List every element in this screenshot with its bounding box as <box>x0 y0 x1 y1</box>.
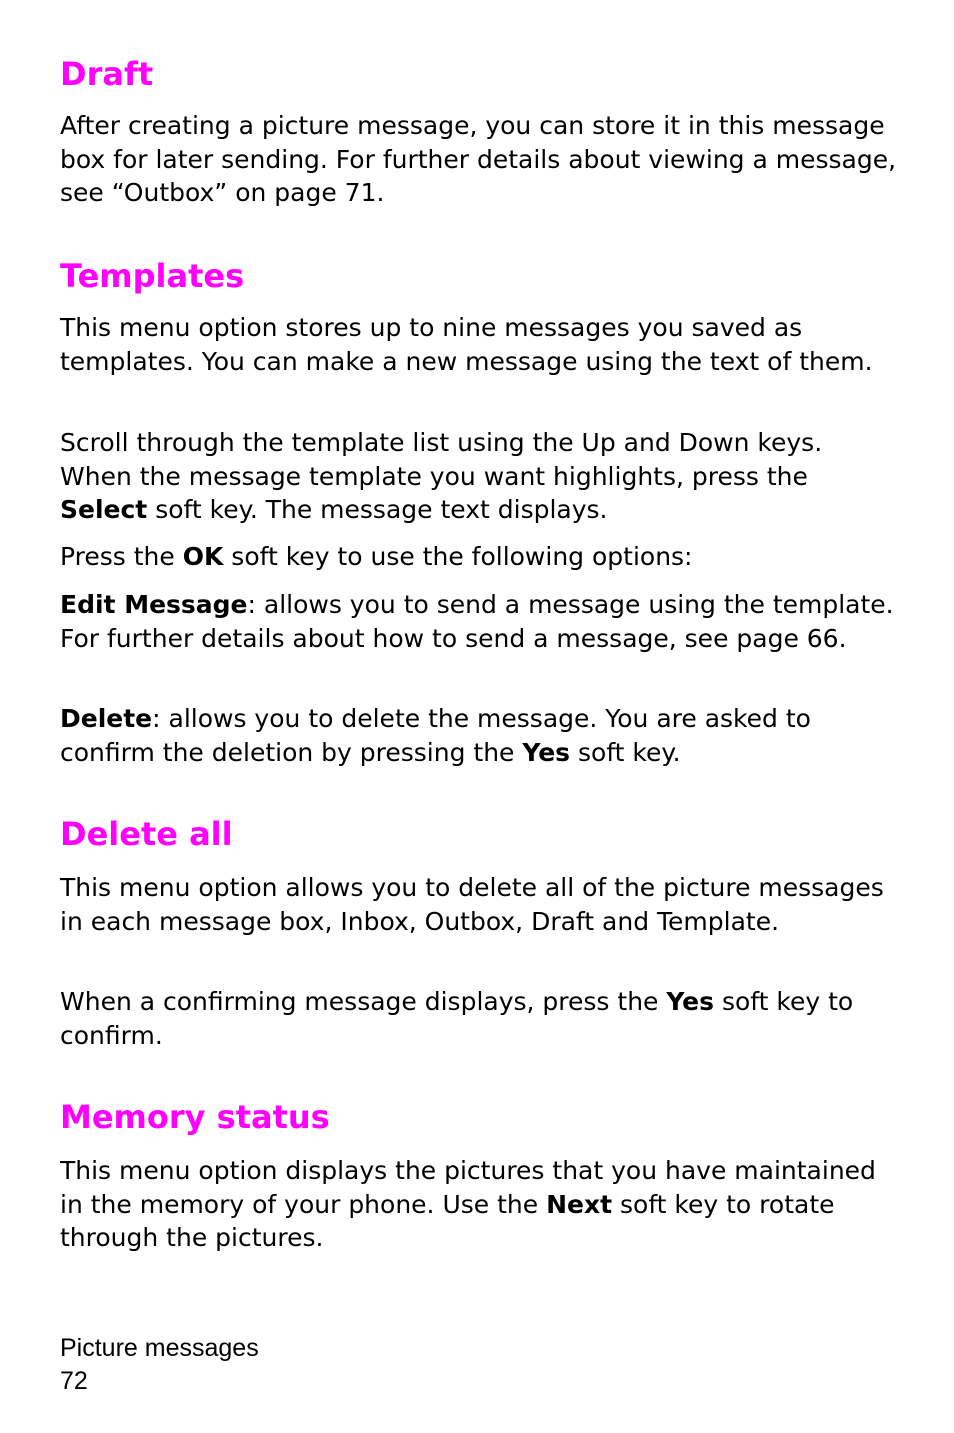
paragraph-delete-all-intro: This menu option allows you to delete all of the picture messages in each message box, Inbox, Outbox, Draft and Template. <box>60 873 884 936</box>
footer-chapter-title: Picture messages <box>60 1334 259 1362</box>
key-name-select: Select <box>60 495 148 524</box>
key-name-next: Next <box>546 1189 613 1219</box>
text-segment: Scroll through the template list using the Up and Down keys. When the message template you want highlights, press the <box>60 428 823 491</box>
key-name-yes: Yes <box>522 737 571 767</box>
paragraph-memory-status <box>60 1154 900 1255</box>
paragraph-templates-intro: This menu option stores up to nine messages you saved as templates. You can make a new message using the text of them. <box>60 313 873 376</box>
key-name-ok: OK <box>182 542 224 571</box>
heading-memory-status: Memory status <box>60 1098 330 1136</box>
text-segment: This menu option displays the pictures that you have maintained in the memory of your phone. Use the <box>60 1156 876 1219</box>
text-segment: When a confirming message displays, press the <box>60 987 667 1016</box>
text-segment: : allows you to delete the message. You are asked to confirm the deletion by pressing the <box>60 704 811 767</box>
option-name-edit-message: Edit Message <box>60 590 248 619</box>
option-name-delete: Delete <box>60 704 153 733</box>
paragraph-option-edit-message <box>60 588 900 655</box>
text-segment: soft key to confirm. <box>60 987 854 1050</box>
text-segment: soft key to rotate through the pictures. <box>60 1189 835 1252</box>
heading-draft: Draft <box>60 55 154 93</box>
text-segment: Press the <box>60 542 183 571</box>
text-segment: soft key to use the following options: <box>223 542 693 571</box>
paragraph-draft: After creating a picture message, you can store it in this message box for later sending. For further details about viewing a message, see “Outbox” on page 71. <box>60 111 897 207</box>
text-segment: soft key. <box>570 737 681 767</box>
footer-page-number: 72 <box>60 1367 88 1395</box>
key-name-yes: Yes <box>666 987 715 1016</box>
heading-templates: Templates <box>60 257 245 295</box>
paragraph-templates-ok <box>60 540 692 574</box>
page-footer <box>60 1332 259 1398</box>
heading-delete-all: Delete all <box>60 815 233 853</box>
text-segment: soft key. The message text displays. <box>147 495 608 524</box>
paragraph-delete-all-confirm <box>60 985 900 1052</box>
paragraph-option-delete <box>60 702 900 769</box>
paragraph-templates-scroll <box>60 426 900 527</box>
text-segment: : allows you to send a message using the template. For further details about how to send a message, see page 66. <box>60 590 894 653</box>
